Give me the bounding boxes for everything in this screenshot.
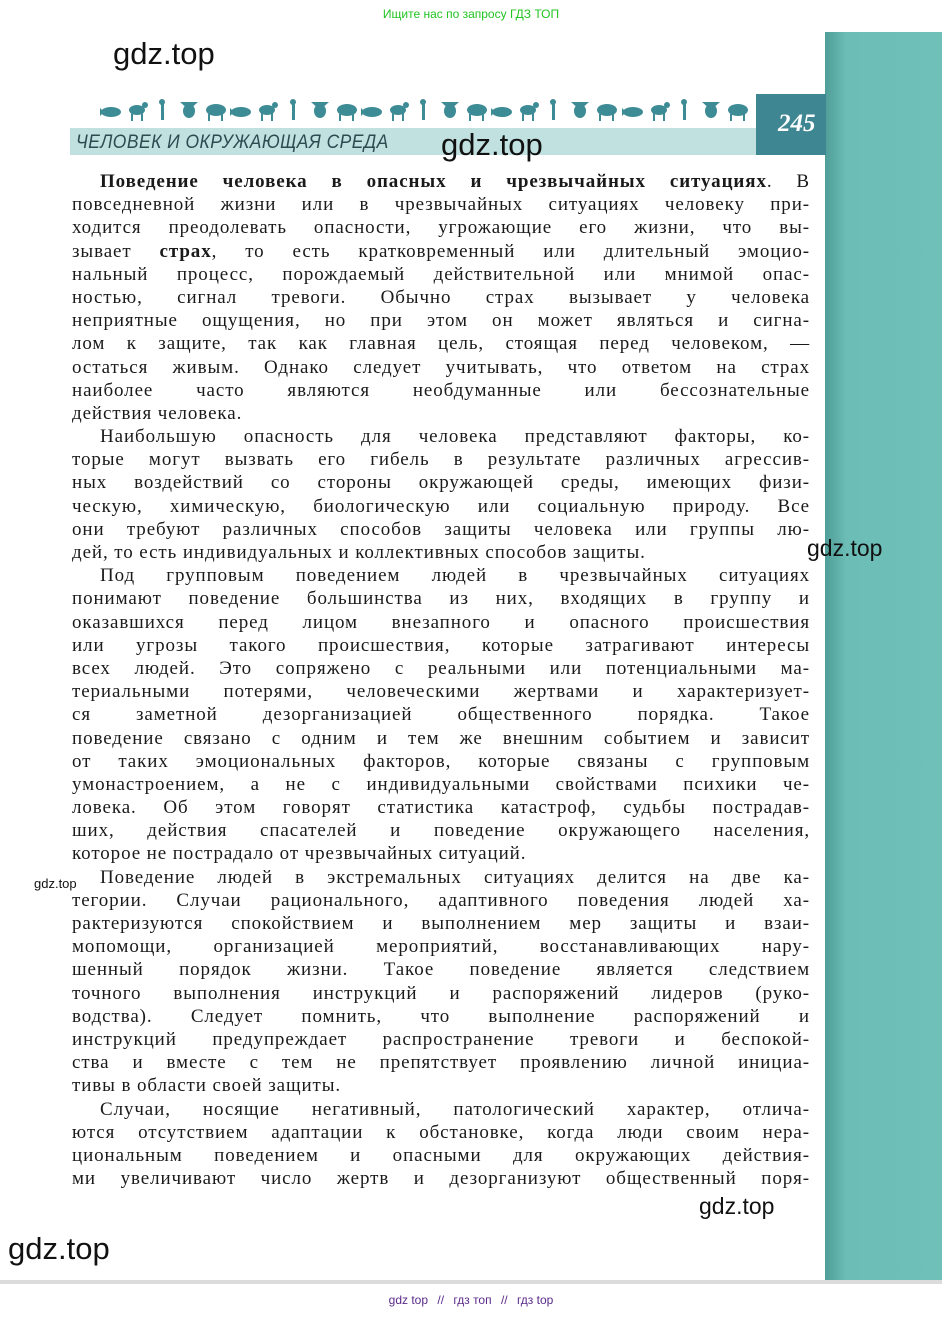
text-line — [72, 587, 810, 610]
text-line — [72, 495, 810, 518]
text-segment: ства и вместе с тем не препятствует проявлению личной инициа- — [72, 1052, 810, 1074]
text-segment: неприятные ощущения, но при этом он может являться и сигна- — [72, 310, 810, 332]
animal-silhouette-icon — [648, 98, 670, 122]
animal-silhouette-icon — [335, 98, 357, 122]
page-edge-band — [825, 32, 942, 1282]
text-segment: дей, то есть индивидуальных и коллективных способов защиты. — [72, 542, 646, 563]
footer-link[interactable]: гдз top — [516, 1293, 554, 1307]
text-line — [72, 889, 810, 912]
animal-silhouette-icon — [230, 98, 252, 122]
watermark: gdz.top — [34, 876, 77, 891]
text-line — [72, 309, 810, 332]
text-segment: остаться живым. Однако следует учитывать, что ответом на страх — [72, 356, 810, 378]
bold-term: страх — [159, 240, 212, 262]
text-line — [72, 379, 810, 402]
text-line — [72, 332, 810, 355]
text-segment: умонастроением, а не с индивидуальными свойствами психики че- — [72, 773, 810, 795]
animal-silhouette-icon — [465, 98, 487, 122]
text-segment: зывает — [72, 240, 160, 262]
animal-silhouette-icon — [361, 98, 383, 122]
text-line — [72, 240, 810, 263]
text-segment: наиболее часто являются необдуманные или бессознательные — [72, 379, 810, 401]
text-segment: рактеризуются спокойствием и выполнением мер защиты и взаи- — [72, 913, 810, 934]
text-segment: ностью, сигнал тревоги. Обычно страх вызывает у человека — [72, 286, 810, 308]
text-segment: водства). Следует помнить, что выполнение распоряжений и — [72, 1005, 810, 1027]
text-segment: , то есть кратковременный или длительный эмоцио- — [211, 240, 810, 262]
page-number: 245 — [778, 110, 816, 137]
text-line — [72, 193, 810, 216]
text-line — [72, 1144, 810, 1167]
text-segment: ся заметной дезорганизацией общественного порядка. Такое — [72, 704, 810, 726]
text-line — [72, 935, 810, 958]
text-segment: . В — [766, 171, 810, 192]
text-line — [72, 1074, 810, 1097]
text-segment: ются отсутствием адаптации к обстановке, когда люди своим нера- — [72, 1121, 810, 1143]
text-line — [72, 634, 810, 657]
footer-link[interactable]: гдз топ — [453, 1293, 492, 1307]
text-line — [72, 982, 810, 1005]
animal-silhouette-icon — [387, 98, 409, 122]
text-segment: тивы в области своей защиты. — [72, 1075, 342, 1097]
footer-separator: // — [500, 1293, 508, 1307]
animal-silhouette-icon — [491, 98, 513, 122]
page-divider — [0, 1280, 942, 1284]
animal-silhouette-icon — [413, 98, 435, 122]
text-segment: повседневной жизни или в чрезвычайных ситуациях человеку при- — [72, 194, 810, 216]
text-segment: ходится преодолевать опасности, угрожающие его жизни, что вы- — [72, 217, 810, 239]
text-segment: ловека. Об этом говорят статистика катастроф, судьбы пострадав- — [72, 797, 810, 819]
watermark: gdz.top — [113, 36, 215, 71]
text-segment: лом к защите, так как главная цель, стоящая перед человеком, — — [72, 333, 810, 355]
text-segment: ших, действия спасателей и поведение окружающего населения, — [72, 820, 810, 842]
text-line — [72, 680, 810, 703]
text-segment: от таких эмоциональных факторов, которые связаны с групповым — [72, 750, 810, 772]
text-segment: инструкций предупреждает распространение тревоги и беспокой- — [72, 1028, 810, 1050]
text-segment: мопомощи, организацией мероприятий, восстанавливающих нару- — [72, 936, 810, 958]
animal-silhouette-icon — [309, 98, 331, 122]
animal-silhouette-icon — [256, 98, 278, 122]
text-segment: тегории. Случаи рационального, адаптивного поведения людей ха- — [72, 889, 810, 911]
animal-silhouette-icon — [569, 98, 591, 122]
text-line — [72, 518, 810, 541]
text-segment: понимают поведение большинства из них, входящих в группу и — [72, 588, 810, 610]
animal-silhouettes-row — [100, 96, 748, 122]
text-line — [72, 286, 810, 309]
watermark: gdz.top — [441, 127, 543, 162]
text-line — [72, 216, 810, 239]
text-segment: торые могут вызвать его гибель в результате различных агрессив- — [72, 449, 810, 471]
text-line — [72, 170, 810, 193]
text-segment: циональным поведением и опасными для окружающих действия- — [72, 1144, 810, 1166]
text-segment: нальный процесс, порождаемый действительной или мнимой опас- — [72, 263, 810, 285]
page-number-box — [756, 94, 826, 155]
text-line — [72, 773, 810, 796]
animal-silhouette-icon — [517, 98, 539, 122]
text-segment: Наибольшую опасность для человека представляют факторы, ко- — [100, 426, 810, 448]
animal-silhouette-icon — [439, 98, 461, 122]
text-line — [72, 1005, 810, 1028]
watermark: gdz.top — [8, 1231, 110, 1266]
animal-silhouette-icon — [100, 98, 122, 122]
text-line — [72, 819, 810, 842]
text-segment: оказавшихся перед лицом внезапного и опасного происшествия — [72, 611, 810, 633]
text-segment: они требуют различных способов защиты человека или группы лю- — [72, 518, 810, 540]
text-segment: Случаи, носящие негативный, патологический характер, отлича- — [100, 1098, 810, 1120]
animal-silhouette-icon — [674, 98, 696, 122]
text-segment: точного выполнения инструкций и распоряжений лидеров (руко- — [72, 982, 810, 1004]
text-segment: шенный порядок жизни. Такое поведение является следствием — [72, 959, 810, 981]
watermark: gdz.top — [699, 1193, 775, 1219]
text-line — [72, 564, 810, 587]
text-line — [72, 912, 810, 935]
text-segment: Под групповым поведением людей в чрезвычайных ситуациях — [100, 565, 810, 587]
text-line — [72, 541, 810, 564]
animal-silhouette-icon — [700, 98, 722, 122]
animal-silhouette-icon — [622, 98, 644, 122]
text-line — [72, 1167, 810, 1190]
animal-silhouette-icon — [204, 98, 226, 122]
text-line — [72, 1121, 810, 1144]
text-segment: ческую, химическую, биологическую или социальную природу. Все — [72, 495, 810, 517]
text-line — [72, 866, 810, 889]
footer-separator: // — [437, 1293, 445, 1307]
text-line — [72, 727, 810, 750]
text-line — [72, 448, 810, 471]
text-segment: ных воздействий со стороны окружающей среды, имеющих физи- — [72, 472, 810, 494]
text-segment: которое не пострадало от чрезвычайных ситуаций. — [72, 843, 527, 865]
bold-term: Поведение человека в опасных и чрезвычайных ситуациях — [100, 171, 767, 192]
text-segment: поведение связано с одним и тем же внешним событием и зависит — [72, 727, 810, 749]
text-line — [72, 796, 810, 819]
text-line — [72, 657, 810, 680]
text-segment: Поведение людей в экстремальных ситуациях делится на две ка- — [100, 866, 810, 888]
text-line — [72, 425, 810, 448]
text-line — [72, 703, 810, 726]
text-segment: действия человека. — [72, 402, 243, 424]
section-title: ЧЕЛОВЕК И ОКРУЖАЮЩАЯ СРЕДА — [76, 132, 389, 153]
watermark: gdz.top — [807, 535, 883, 561]
text-segment: всех людей. Это сопряжено с реальными или потенциальными ма- — [72, 657, 810, 679]
animal-silhouette-icon — [152, 98, 174, 122]
text-segment: териальными потерями, человеческими жертвами и характеризует- — [72, 681, 810, 703]
text-line — [72, 1051, 810, 1074]
text-line — [72, 611, 810, 634]
section-band — [70, 128, 756, 155]
text-line — [72, 750, 810, 773]
footer-link[interactable]: gdz top — [388, 1293, 429, 1307]
animal-silhouette-icon — [126, 98, 148, 122]
footer-links — [0, 1293, 942, 1307]
text-line — [72, 842, 810, 865]
text-line — [72, 471, 810, 494]
animal-silhouette-icon — [283, 98, 305, 122]
text-line — [72, 1028, 810, 1051]
text-line — [72, 1098, 810, 1121]
text-segment: или угрозы такого происшествия, которые затрагивают интересы — [72, 634, 810, 656]
animal-silhouette-icon — [726, 98, 748, 122]
text-segment: ми увеличивают число жертв и дезорганизуют общественный поря- — [72, 1168, 810, 1190]
body-text — [72, 170, 810, 1190]
animal-silhouette-icon — [178, 98, 200, 122]
text-line — [72, 402, 810, 425]
text-line — [72, 958, 810, 981]
text-line — [72, 263, 810, 286]
text-line — [72, 356, 810, 379]
search-hint: Ищите нас по запросу ГДЗ ТОП — [382, 7, 560, 21]
animal-silhouette-icon — [543, 98, 565, 122]
animal-silhouette-icon — [595, 98, 617, 122]
